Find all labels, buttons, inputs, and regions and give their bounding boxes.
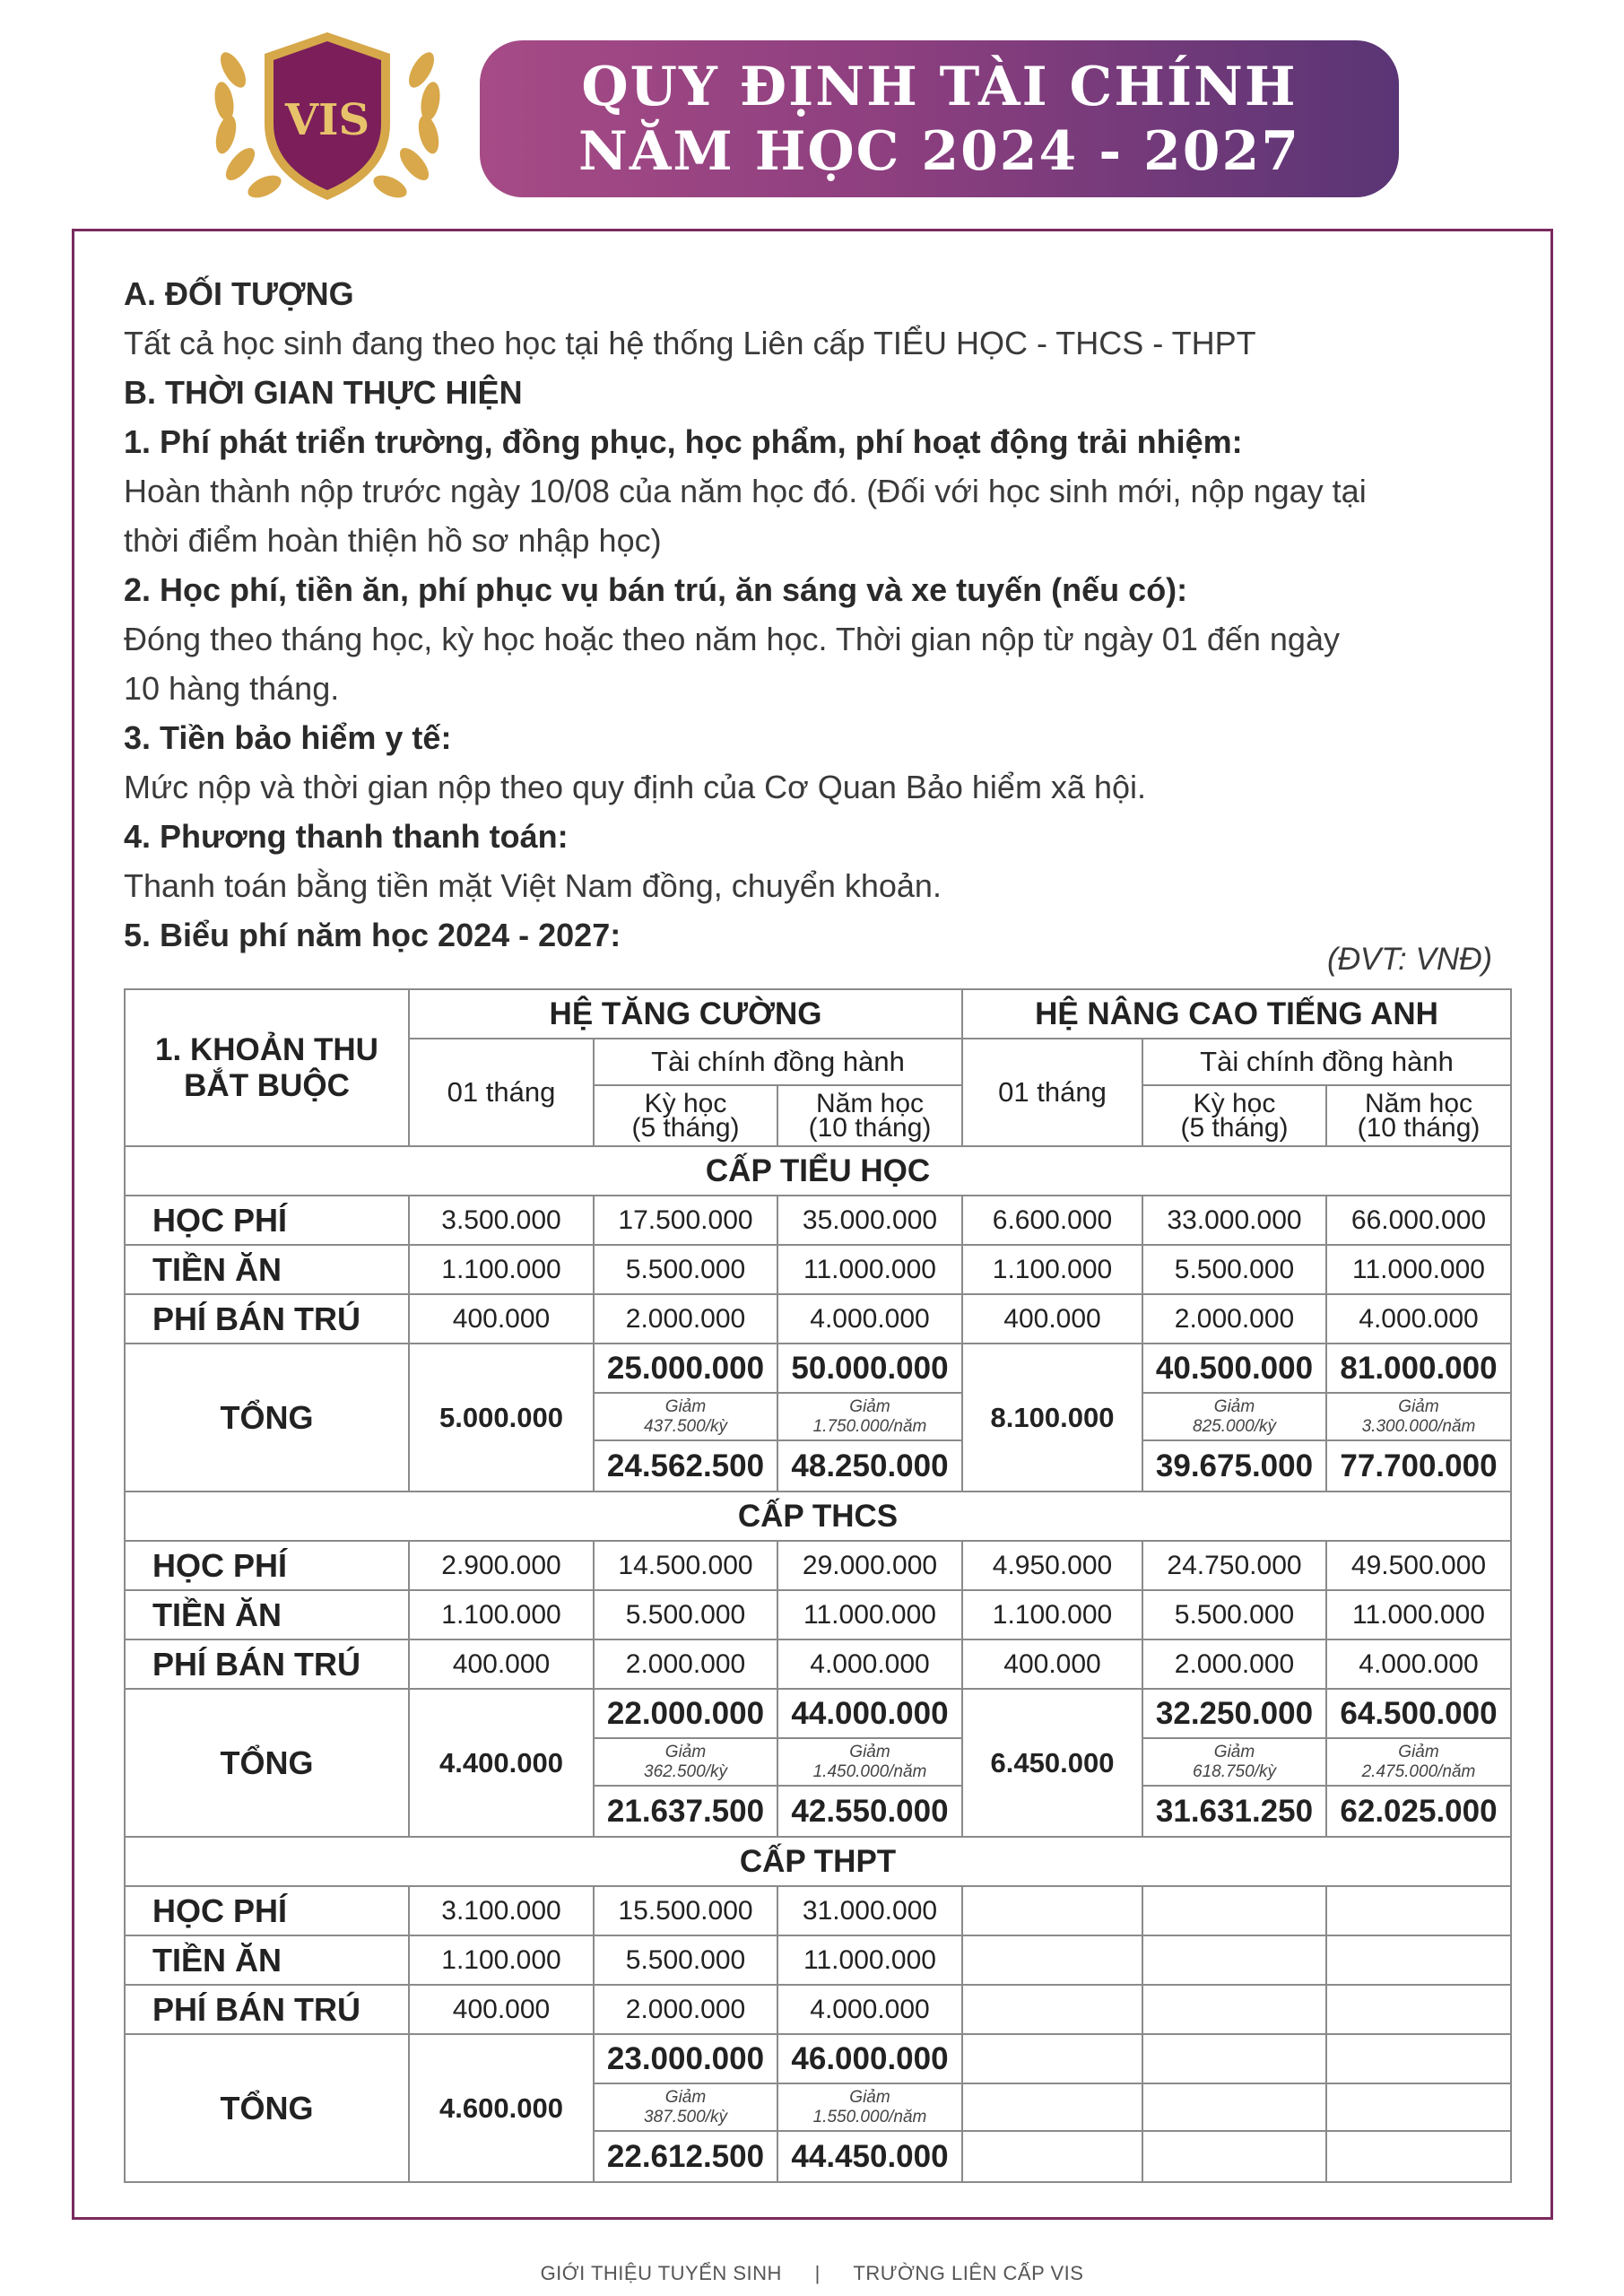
cell: 5.500.000	[1142, 1590, 1326, 1639]
table-row	[125, 1639, 1511, 1689]
total-row	[125, 1689, 1511, 1738]
empty-cell	[962, 2083, 1142, 2131]
cell: 29.000.000	[777, 1541, 962, 1590]
section-b1-title: 1. Phí phát triển trường, đồng phục, học phẩm, phí hoạt động trải nhiệm:	[124, 423, 1243, 460]
cell: 1.100.000	[409, 1590, 594, 1639]
empty-cell	[1142, 2131, 1326, 2182]
footer-separator: |	[814, 2262, 821, 2284]
net-term: 24.562.500	[594, 1440, 777, 1492]
table-row	[125, 1985, 1511, 2034]
section-b2-text-1: Đóng theo tháng học, kỳ học hoặc theo năm học. Thời gian nộp từ ngày 01 đến ngày	[124, 621, 1340, 657]
table-row	[125, 1935, 1511, 1985]
empty-cell	[1326, 1935, 1511, 1985]
discount: Giảm 387.500/kỳ	[594, 2083, 777, 2131]
cell: 6.600.000	[962, 1196, 1142, 1245]
fee-table	[124, 988, 1512, 2183]
section-b4-title: 4. Phương thanh thanh toán:	[124, 818, 569, 855]
cell: 5.500.000	[1142, 1245, 1326, 1294]
unit-note: (ĐVT: VNĐ)	[1327, 942, 1493, 977]
discount: Giảm 362.500/kỳ	[594, 1738, 777, 1786]
finance-header: Tài chính đồng hành	[1142, 1039, 1511, 1085]
logo-text: VIS	[284, 95, 370, 145]
empty-cell	[962, 2131, 1142, 2182]
row-label: TỔNG	[125, 2034, 409, 2182]
cell: 4.000.000	[777, 1294, 962, 1344]
cell: 3.500.000	[409, 1196, 594, 1245]
term-header: Kỳ học (5 tháng)	[594, 1085, 777, 1146]
row-label: HỌC PHÍ	[125, 1886, 409, 1935]
table-row	[125, 1196, 1511, 1245]
empty-cell	[1142, 1935, 1326, 1985]
one-month-header: 01 tháng	[962, 1039, 1142, 1146]
section-a-title: A. ĐỐI TƯỢNG	[124, 275, 354, 312]
net-term: 39.675.000	[1142, 1440, 1326, 1492]
row-label: PHÍ BÁN TRÚ	[125, 1985, 409, 2034]
empty-cell	[1142, 2083, 1326, 2131]
discount: Giảm 1.750.000/năm	[777, 1393, 962, 1440]
empty-cell	[1142, 2034, 1326, 2083]
group-header-1: HỆ TĂNG CƯỜNG	[409, 989, 962, 1039]
total-term: 22.000.000	[594, 1689, 777, 1738]
cell: 4.000.000	[777, 1985, 962, 2034]
cell: 2.000.000	[594, 1294, 777, 1344]
col-label-cell	[125, 989, 409, 1146]
cell: 1.100.000	[962, 1590, 1142, 1639]
cell: 49.500.000	[1326, 1541, 1511, 1590]
cell: 400.000	[409, 1985, 594, 2034]
total-term: 32.250.000	[1142, 1689, 1326, 1738]
title-banner	[480, 40, 1399, 197]
col-label-2: BẮT BUỘC	[184, 1067, 350, 1103]
empty-cell	[1142, 1985, 1326, 2034]
policy-text	[124, 269, 1509, 960]
vis-logo	[197, 16, 457, 213]
discount: Giảm 1.450.000/năm	[777, 1738, 962, 1786]
total-year: 44.000.000	[777, 1689, 962, 1738]
discount: Giảm 618.750/kỳ	[1142, 1738, 1326, 1786]
total-month: 8.100.000	[962, 1344, 1142, 1492]
discount: Giảm 1.550.000/năm	[777, 2083, 962, 2131]
total-term: 25.000.000	[594, 1344, 777, 1393]
total-year: 50.000.000	[777, 1344, 962, 1393]
row-label: TỔNG	[125, 1344, 409, 1492]
net-year: 44.450.000	[777, 2131, 962, 2182]
cell: 1.100.000	[409, 1935, 594, 1985]
cell: 11.000.000	[1326, 1245, 1511, 1294]
total-month: 5.000.000	[409, 1344, 594, 1492]
net-term: 21.637.500	[594, 1786, 777, 1837]
row-label: HỌC PHÍ	[125, 1196, 409, 1245]
cell: 11.000.000	[777, 1245, 962, 1294]
table-row	[125, 1886, 1511, 1935]
discount: Giảm 3.300.000/năm	[1326, 1393, 1511, 1440]
section-b2-text-2: 10 hàng tháng.	[124, 670, 340, 707]
section-a-text: Tất cả học sinh đang theo học tại hệ thống Liên cấp TIỂU HỌC - THCS - THPT	[124, 325, 1256, 361]
row-label: TỔNG	[125, 1689, 409, 1837]
discount: Giảm 825.000/kỳ	[1142, 1393, 1326, 1440]
row-label: TIỀN ĂN	[125, 1935, 409, 1985]
total-year: 64.500.000	[1326, 1689, 1511, 1738]
cell: 24.750.000	[1142, 1541, 1326, 1590]
discount: Giảm 2.475.000/năm	[1326, 1738, 1511, 1786]
net-year: 62.025.000	[1326, 1786, 1511, 1837]
footer-left: GIỚI THIỆU TUYỂN SINH	[540, 2262, 782, 2284]
section-b5-title: 5. Biểu phí năm học 2024 - 2027:	[124, 917, 621, 953]
section-b1-text-1: Hoàn thành nộp trước ngày 10/08 của năm học đó. (Đối với học sinh mới, nộp ngay tại	[124, 473, 1367, 509]
title-line-1: QUY ĐỊNH TÀI CHÍNH	[581, 55, 1298, 118]
cell: 2.000.000	[594, 1639, 777, 1689]
row-label: HỌC PHÍ	[125, 1541, 409, 1590]
cell: 400.000	[962, 1294, 1142, 1344]
section-b3-text: Mức nộp và thời gian nộp theo quy định của Cơ Quan Bảo hiểm xã hội.	[124, 769, 1146, 805]
net-term: 31.631.250	[1142, 1786, 1326, 1837]
net-year: 77.700.000	[1326, 1440, 1511, 1492]
cell: 5.500.000	[594, 1935, 777, 1985]
total-row	[125, 1344, 1511, 1393]
finance-header: Tài chính đồng hành	[594, 1039, 962, 1085]
empty-cell	[1326, 2034, 1511, 2083]
section-b-title: B. THỜI GIAN THỰC HIỆN	[124, 374, 523, 411]
empty-cell	[962, 1985, 1142, 2034]
row-label: TIỀN ĂN	[125, 1245, 409, 1294]
cell: 1.100.000	[962, 1245, 1142, 1294]
cell: 4.000.000	[1326, 1639, 1511, 1689]
cell: 33.000.000	[1142, 1196, 1326, 1245]
cell: 5.500.000	[594, 1245, 777, 1294]
footer-right: TRƯỜNG LIÊN CẤP VIS	[853, 2262, 1084, 2284]
year-header: Năm học (10 tháng)	[1326, 1085, 1511, 1146]
total-month: 4.400.000	[409, 1689, 594, 1837]
cell: 17.500.000	[594, 1196, 777, 1245]
section-thpt: CẤP THPT	[125, 1837, 1511, 1886]
total-term: 23.000.000	[594, 2034, 777, 2083]
cell: 4.000.000	[777, 1639, 962, 1689]
cell: 11.000.000	[777, 1935, 962, 1985]
footer	[0, 2262, 1624, 2285]
section-b4-text: Thanh toán bằng tiền mặt Việt Nam đồng, chuyển khoản.	[124, 867, 942, 904]
row-label: PHÍ BÁN TRÚ	[125, 1294, 409, 1344]
cell: 35.000.000	[777, 1196, 962, 1245]
row-label: PHÍ BÁN TRÚ	[125, 1639, 409, 1689]
year-header: Năm học (10 tháng)	[777, 1085, 962, 1146]
cell: 400.000	[962, 1639, 1142, 1689]
table-row	[125, 1590, 1511, 1639]
cell: 66.000.000	[1326, 1196, 1511, 1245]
section-b2-title: 2. Học phí, tiền ăn, phí phục vụ bán trú, ăn sáng và xe tuyến (nếu có):	[124, 571, 1188, 608]
net-year: 48.250.000	[777, 1440, 962, 1492]
cell: 11.000.000	[1326, 1590, 1511, 1639]
empty-cell	[962, 2034, 1142, 2083]
total-year: 81.000.000	[1326, 1344, 1511, 1393]
discount: Giảm 437.500/kỳ	[594, 1393, 777, 1440]
empty-cell	[1142, 1886, 1326, 1935]
empty-cell	[962, 1886, 1142, 1935]
cell: 400.000	[409, 1639, 594, 1689]
section-tieu-hoc: CẤP TIỂU HỌC	[125, 1146, 1511, 1196]
empty-cell	[1326, 1886, 1511, 1935]
col-label-1: 1. KHOẢN THU	[155, 1031, 378, 1067]
empty-cell	[1326, 2131, 1511, 2182]
table-row	[125, 1245, 1511, 1294]
cell: 11.000.000	[777, 1590, 962, 1639]
cell: 5.500.000	[594, 1590, 777, 1639]
cell: 31.000.000	[777, 1886, 962, 1935]
cell: 2.000.000	[594, 1985, 777, 2034]
cell: 2.000.000	[1142, 1294, 1326, 1344]
total-month: 4.600.000	[409, 2034, 594, 2182]
one-month-header: 01 tháng	[409, 1039, 594, 1146]
cell: 4.950.000	[962, 1541, 1142, 1590]
empty-cell	[1326, 2083, 1511, 2131]
section-thcs: CẤP THCS	[125, 1492, 1511, 1541]
empty-cell	[962, 1935, 1142, 1985]
net-term: 22.612.500	[594, 2131, 777, 2182]
cell: 15.500.000	[594, 1886, 777, 1935]
total-year: 46.000.000	[777, 2034, 962, 2083]
cell: 3.100.000	[409, 1886, 594, 1935]
table-row	[125, 1294, 1511, 1344]
total-month: 6.450.000	[962, 1689, 1142, 1837]
row-label: TIỀN ĂN	[125, 1590, 409, 1639]
cell: 2.900.000	[409, 1541, 594, 1590]
total-term: 40.500.000	[1142, 1344, 1326, 1393]
group-header-2: HỆ NÂNG CAO TIẾNG ANH	[962, 989, 1511, 1039]
cell: 2.000.000	[1142, 1639, 1326, 1689]
section-b1-text-2: thời điểm hoàn thiện hồ sơ nhập học)	[124, 522, 662, 559]
cell: 4.000.000	[1326, 1294, 1511, 1344]
net-year: 42.550.000	[777, 1786, 962, 1837]
cell: 400.000	[409, 1294, 594, 1344]
total-row	[125, 2034, 1511, 2083]
table-row	[125, 1541, 1511, 1590]
empty-cell	[1326, 1985, 1511, 2034]
cell: 14.500.000	[594, 1541, 777, 1590]
section-b3-title: 3. Tiền bảo hiểm y tế:	[124, 719, 452, 756]
title-line-2: NĂM HỌC 2024 - 2027	[578, 119, 1300, 183]
cell: 1.100.000	[409, 1245, 594, 1294]
term-header: Kỳ học (5 tháng)	[1142, 1085, 1326, 1146]
